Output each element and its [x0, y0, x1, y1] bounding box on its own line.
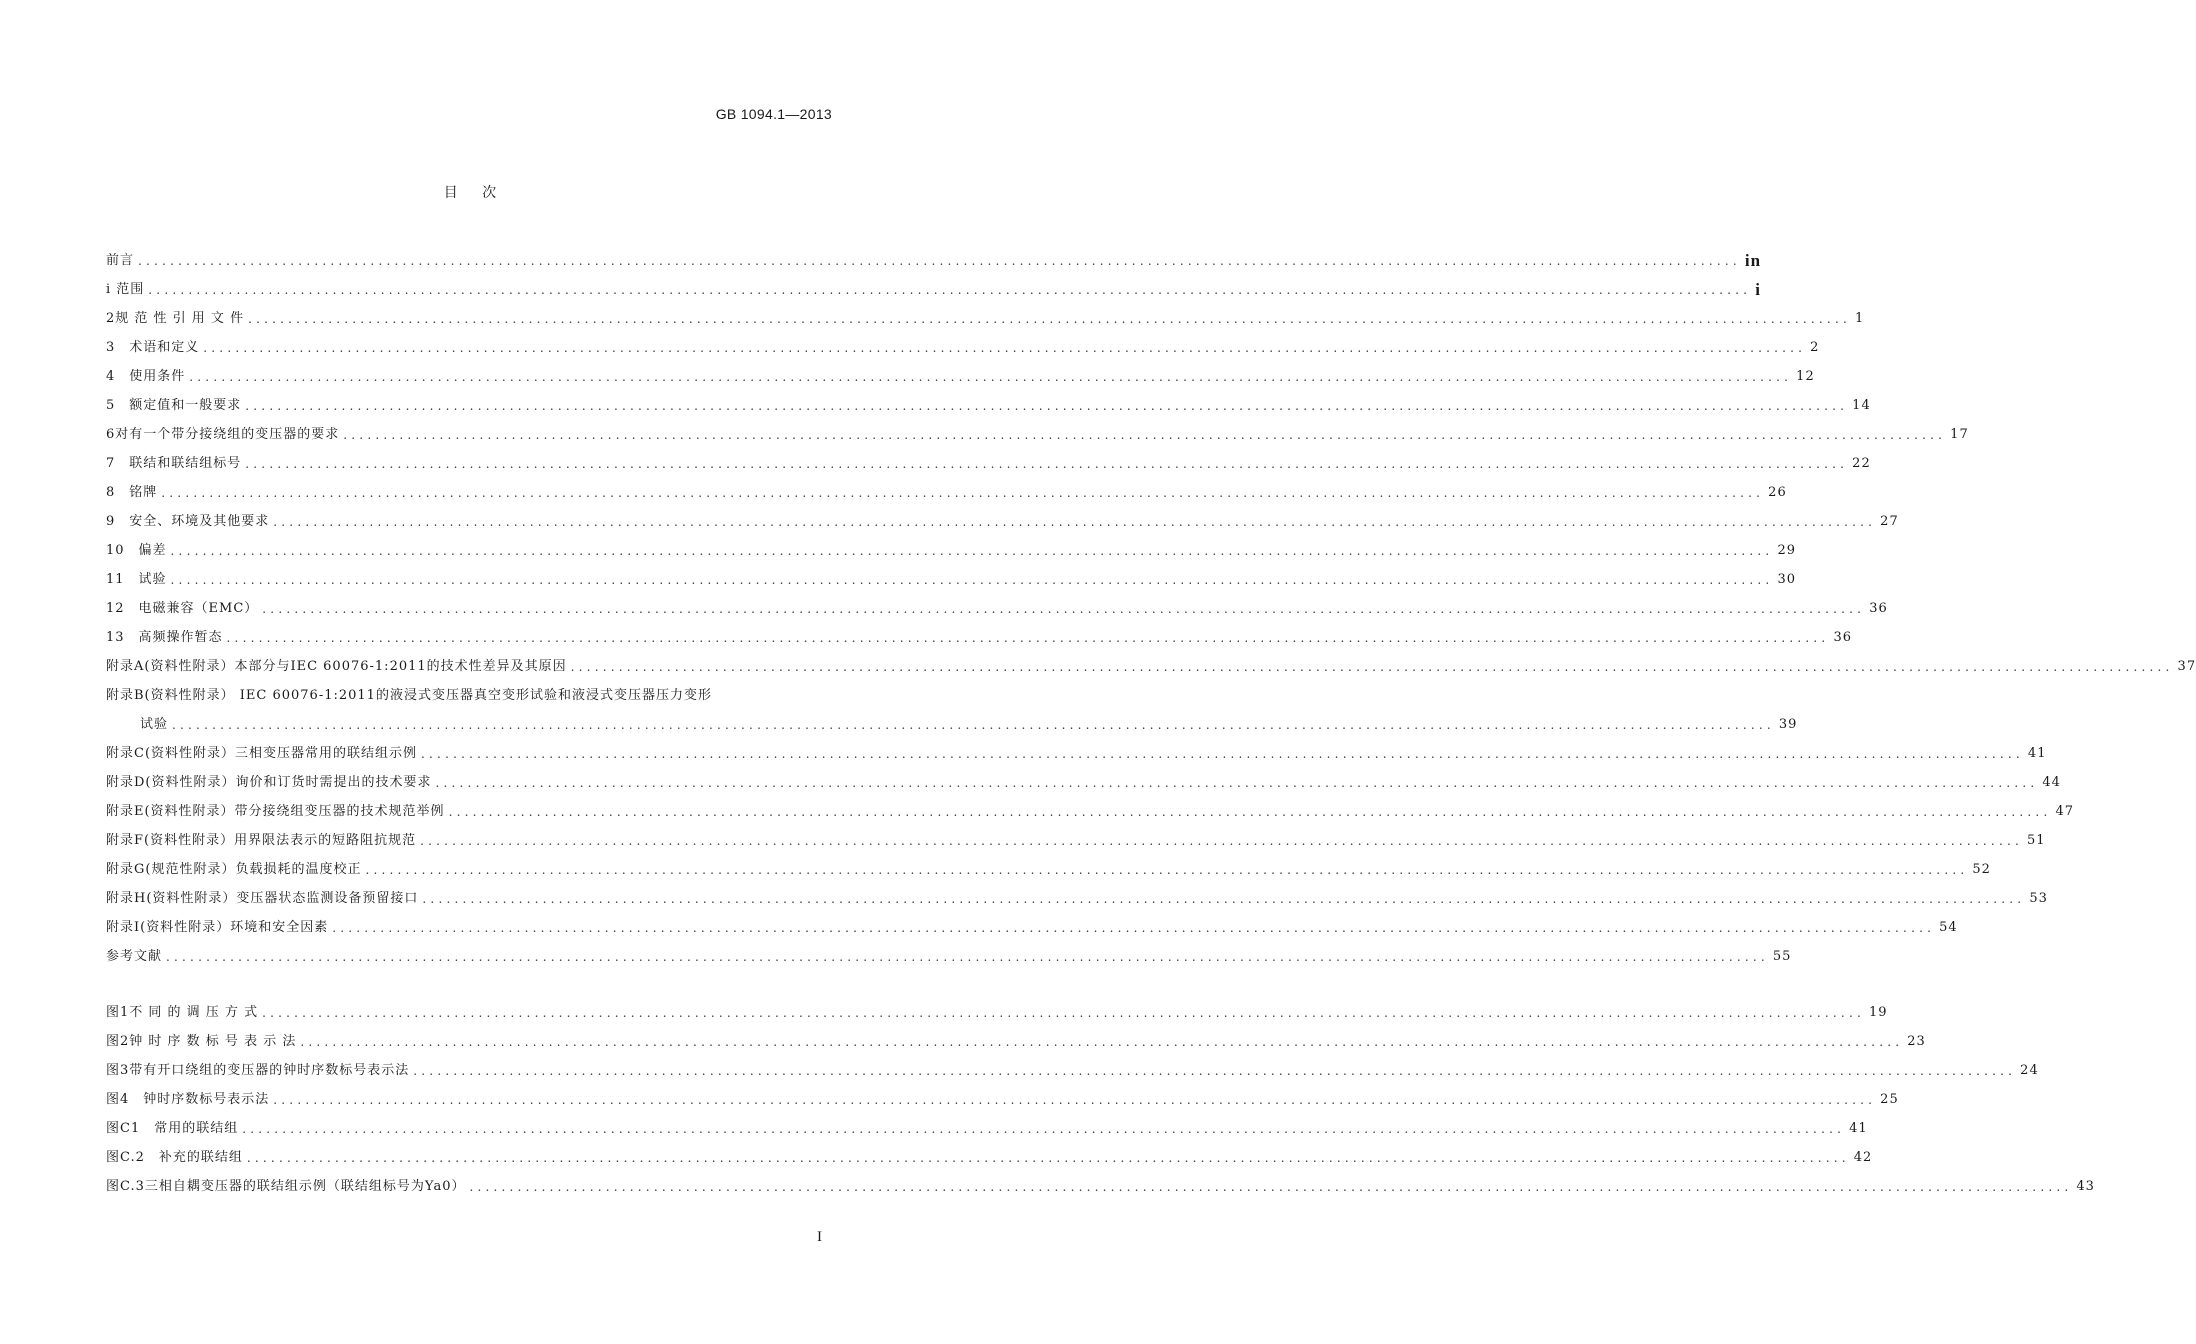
toc-entry-label: 6对有一个带分接绕组的变压器的要求 [106, 427, 340, 442]
toc-entry-page: 1 [1854, 311, 1865, 326]
toc-entry-page: 36 [1833, 630, 1852, 645]
figures-entry-label: 图C.2 补充的联结组 [106, 1150, 243, 1165]
toc-entry-page: 51 [2026, 833, 2046, 848]
leader-dots: ........................................................................................................................................................................................................ [170, 544, 1774, 558]
toc-entry-label: 5 额定值和一般要求 [106, 398, 242, 413]
leader-dots: ........................................................................................................................................................................................................ [166, 950, 1769, 964]
page-number: I [817, 1229, 822, 1245]
leader-dots: ........................................................................................................................................................................................................ [413, 1064, 2017, 1078]
toc-entry-label: 附录G(规范性附录）负载损耗的温度校正 [106, 862, 362, 877]
leader-dots: ........................................................................................................................................................................................................ [262, 602, 1866, 616]
figures-entry[interactable] [106, 1000, 1888, 1022]
leader-dots: ........................................................................................................................................................................................................ [242, 1122, 1846, 1136]
toc-entry[interactable] [106, 364, 1815, 386]
toc-entry-page: 54 [1939, 920, 1958, 935]
leader-dots: ........................................................................................................................................................................................................ [469, 1180, 2073, 1194]
toc-entry-page: 55 [1772, 949, 1792, 964]
toc-entry-label: 附录D(资料性附录）询价和订货时需提出的技术要求 [106, 775, 432, 790]
toc-entry-page: 27 [1880, 514, 1899, 529]
toc-entry-label: 附录I(资料性附录）环境和安全因素 [106, 920, 329, 935]
toc-entry-label: 参考文献 [106, 949, 163, 964]
toc-entry[interactable] [106, 538, 1796, 560]
figures-entry-page: 42 [1853, 1150, 1873, 1165]
toc-entry-page: i [1755, 280, 1761, 299]
leader-dots: ........................................................................................................................................................................................................ [422, 892, 2026, 906]
toc-entry[interactable] [106, 799, 2074, 821]
leader-dots: ........................................................................................................................................................................................................ [138, 254, 1741, 268]
leader-dots: ........................................................................................................................................................................................................ [420, 834, 2023, 848]
toc-entry[interactable] [106, 886, 2048, 908]
leader-dots: ........................................................................................................................................................................................................ [161, 486, 1765, 500]
toc-entry-page: 44 [2042, 775, 2061, 790]
table-of-contents [106, 0, 2196, 1344]
leader-dots: ........................................................................................................................................................................................................ [421, 747, 2024, 761]
figures-entry-label: 图2钟 时 序 数 标 号 表 示 法 [106, 1034, 297, 1049]
toc-entry[interactable] [106, 944, 1792, 966]
toc-entry-label: i 范围 [106, 282, 145, 297]
leader-dots: ........................................................................................................................................................................................................ [245, 399, 1849, 413]
figures-entry-label: 图4 钟时序数标号表示法 [106, 1092, 270, 1107]
toc-entry[interactable] [106, 306, 1865, 328]
figures-entry-page: 43 [2076, 1179, 2095, 1194]
toc-entry[interactable] [106, 596, 1888, 618]
leader-dots: ........................................................................................................................................................................................................ [172, 718, 1775, 732]
toc-entry-label: 附录C(资料性附录）三相变压器常用的联结组示例 [106, 746, 418, 761]
figures-entry-page: 19 [1868, 1005, 1888, 1020]
figures-entry[interactable] [106, 1087, 1899, 1109]
figures-entry-label: 图1不 同 的 调 压 方 式 [106, 1005, 259, 1020]
leader-dots: ........................................................................................................................................................................................................ [170, 573, 1774, 587]
figures-entry-label: 图C.3三相自耦变压器的联结组示例（联结组标号为Ya0） [106, 1179, 466, 1194]
toc-entry[interactable] [106, 770, 2061, 792]
toc-entry-page: 53 [2029, 891, 2048, 906]
leader-dots: ........................................................................................................................................................................................................ [262, 1006, 1865, 1020]
leader-dots: ........................................................................................................................................................................................................ [248, 312, 1851, 326]
leader-dots: ........................................................................................................................................................................................................ [246, 1151, 1850, 1165]
toc-entry-page: 37 [2177, 659, 2196, 674]
toc-entry-page: 29 [1777, 543, 1796, 558]
toc-entry-label: 附录B(资料性附录） IEC 60076-1:2011的液浸式变压器真空变形试验和液浸式变压器压力变形 [106, 688, 712, 703]
toc-entry-label: 附录H(资料性附录）变压器状态监测设备预留接口 [106, 891, 419, 906]
toc-entry-label: 附录E(资料性附录）带分接绕组变压器的技术规范举例 [106, 804, 445, 819]
figures-entry[interactable] [106, 1116, 1868, 1138]
figures-entry-page: 23 [1907, 1034, 1926, 1049]
leader-dots: ........................................................................................................................................................................................................ [203, 341, 1807, 355]
toc-entry[interactable] [106, 335, 1820, 357]
leader-dots: ........................................................................................................................................................................................................ [245, 457, 1849, 471]
toc-entry-page: 17 [1950, 427, 1969, 442]
toc-entry-page: in [1744, 251, 1762, 270]
toc-entry-page: 12 [1796, 369, 1815, 384]
leader-dots: ........................................................................................................................................................................................................ [300, 1035, 1904, 1049]
toc-entry-label: 2规 范 性 引 用 文 件 [106, 311, 245, 326]
toc-entry-page: 2 [1810, 340, 1820, 355]
leader-dots: ........................................................................................................................................................................................................ [343, 428, 1947, 442]
leader-dots: ........................................................................................................................................................................................................ [148, 283, 1752, 297]
toc-entry[interactable] [106, 480, 1787, 502]
leader-dots: ........................................................................................................................................................................................................ [273, 515, 1877, 529]
toc-entry[interactable] [106, 654, 2196, 676]
leader-dots: ........................................................................................................................................................................................................ [365, 863, 1969, 877]
toc-entry[interactable] [106, 857, 1991, 879]
toc-entry-label: 10 偏差 [106, 543, 167, 558]
toc-title: 目 次 [443, 185, 507, 201]
toc-entry[interactable] [106, 422, 1969, 444]
leader-dots: ........................................................................................................................................................................................................ [448, 805, 2052, 819]
toc-entry-page: 14 [1852, 398, 1871, 413]
toc-entry-page: 47 [2055, 804, 2074, 819]
toc-entry-page: 26 [1768, 485, 1787, 500]
figures-entry-page: 24 [2020, 1063, 2039, 1078]
leader-dots: ........................................................................................................................................................................................................ [435, 776, 2039, 790]
figures-entry[interactable] [106, 1058, 2039, 1080]
figures-entry[interactable] [106, 1145, 1873, 1167]
figures-entry[interactable] [106, 1174, 2095, 1196]
toc-entry[interactable] [106, 509, 1899, 531]
toc-entry[interactable] [106, 828, 2046, 850]
toc-entry[interactable] [106, 451, 1871, 473]
standard-code: GB 1094.1—2013 [715, 106, 832, 122]
figures-entry[interactable] [106, 1029, 1926, 1051]
toc-entry-label: 7 联结和联结组标号 [106, 456, 242, 471]
figures-entry-page: 41 [1849, 1121, 1868, 1136]
toc-entry[interactable] [106, 277, 1761, 299]
toc-entry[interactable] [106, 915, 1958, 937]
toc-entry[interactable] [106, 712, 1798, 734]
toc-entry-label: 12 电磁兼容（EMC） [106, 601, 259, 616]
figures-entry-label: 图C1 常用的联结组 [106, 1121, 239, 1136]
toc-entry-page: 30 [1777, 572, 1796, 587]
figures-entry-label: 图3带有开口绕组的变压器的钟时序数标号表示法 [106, 1063, 410, 1078]
leader-dots: ........................................................................................................................................................................................................ [273, 1093, 1877, 1107]
toc-entry-page: 52 [1972, 862, 1991, 877]
toc-entry-label: 4 使用条件 [106, 369, 186, 384]
toc-entry[interactable] [106, 567, 1796, 589]
toc-entry-page: 39 [1778, 717, 1798, 732]
toc-entry[interactable] [106, 248, 1762, 270]
toc-entry[interactable] [106, 741, 2047, 763]
toc-entry-page: 36 [1869, 601, 1888, 616]
toc-entry-label: 9 安全、环境及其他要求 [106, 514, 270, 529]
toc-entry-label: 13 高频操作暂态 [106, 630, 223, 645]
toc-entry[interactable] [106, 393, 1871, 415]
leader-dots: ........................................................................................................................................................................................................ [332, 921, 1936, 935]
toc-entry[interactable] [106, 625, 1852, 647]
leader-dots: ........................................................................................................................................................................................................ [189, 370, 1793, 384]
toc-entry-page: 41 [2027, 746, 2047, 761]
toc-entry-label: 前言 [106, 253, 135, 268]
toc-entry-label: 附录A(资料性附录）本部分与IEC 60076-1:2011的技术性差异及其原因 [106, 659, 567, 674]
figures-entry-page: 25 [1880, 1092, 1899, 1107]
toc-entry-label: 附录F(资料性附录）用界限法表示的短路阻抗规范 [106, 833, 417, 848]
toc-entry-label: 试验 [140, 717, 169, 732]
toc-entry-page: 22 [1852, 456, 1871, 471]
leader-dots: ........................................................................................................................................................................................................ [570, 660, 2174, 674]
toc-entry-label: 8 铭牌 [106, 485, 158, 500]
toc-entry-label: 3 术语和定义 [106, 340, 200, 355]
toc-entry[interactable] [106, 683, 838, 705]
leader-dots: ........................................................................................................................................................................................................ [226, 631, 1830, 645]
toc-entry-label: 11 试验 [106, 572, 167, 587]
